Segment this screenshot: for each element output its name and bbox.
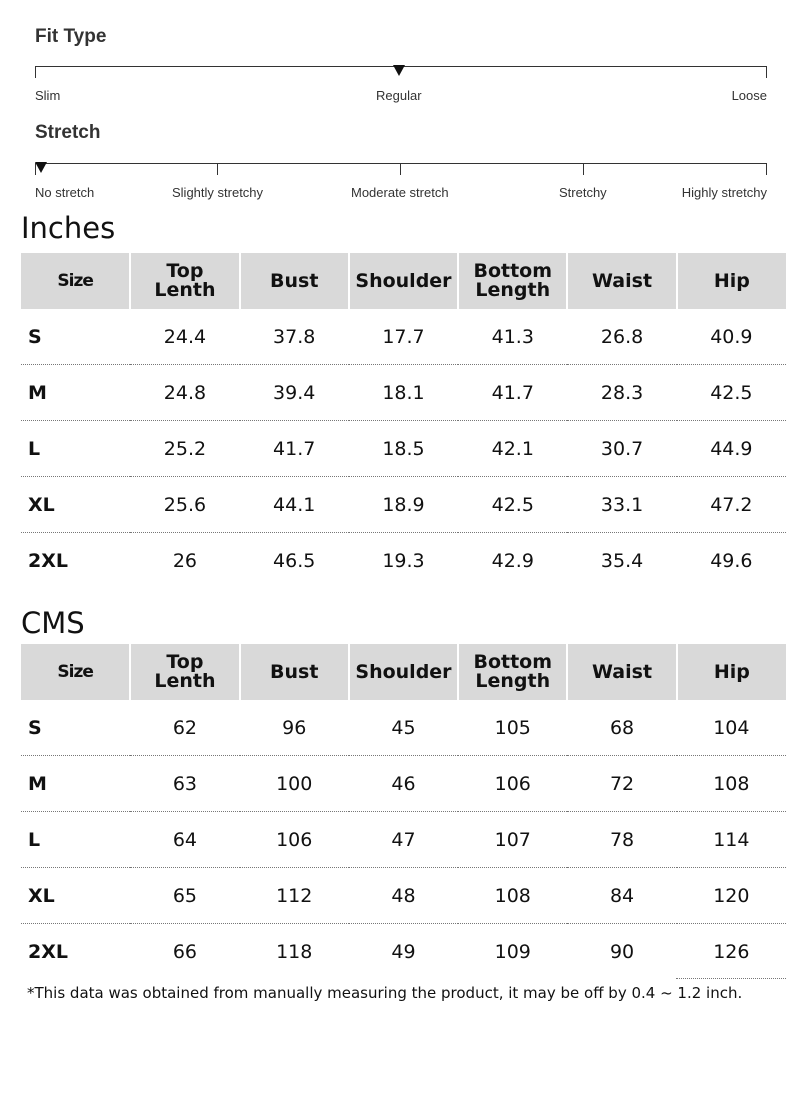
- stretch-tick: [217, 163, 218, 175]
- measurement-cell: 108: [458, 868, 567, 924]
- fit-label-regular: Regular: [376, 88, 422, 103]
- measurement-cell: 17.7: [349, 309, 458, 365]
- size-cell: S: [21, 700, 130, 756]
- table-row: [21, 533, 786, 589]
- table-row: [21, 924, 786, 980]
- measurement-cell: 114: [677, 812, 786, 868]
- stretch-tick: [583, 163, 584, 175]
- measurement-cell: 112: [240, 868, 349, 924]
- cms-table: [21, 644, 786, 979]
- measurement-cell: 106: [240, 812, 349, 868]
- size-cell: L: [21, 421, 130, 477]
- footnote: *This data was obtained from manually measuring the product, it may be off by 0.4 ~ 1.2 inch.: [27, 984, 743, 1002]
- measurement-cell: 96: [240, 700, 349, 756]
- size-cell: M: [21, 365, 130, 421]
- header-waist: Waist: [567, 253, 676, 309]
- measurement-cell: 42.9: [491, 549, 534, 572]
- measurement-cell: 25.6: [130, 477, 239, 533]
- header-bust: Bust: [240, 253, 349, 309]
- fit-type-title: Fit Type: [35, 26, 107, 47]
- table-row: [21, 812, 786, 868]
- divider: [676, 977, 786, 979]
- measurement-cell: 26: [172, 549, 198, 572]
- cms-title: CMS: [21, 606, 85, 640]
- measurement-cell: 35.4: [600, 549, 644, 572]
- stretch-marker-icon: [35, 162, 47, 173]
- size-cell: 2XL: [28, 940, 68, 963]
- measurement-cell: 66: [172, 940, 198, 963]
- stretch-label-high: Highly stretchy: [681, 185, 767, 200]
- size-cell: 2XL: [28, 549, 68, 572]
- measurement-cell: 40.9: [677, 309, 786, 365]
- measurement-cell: 68: [567, 700, 676, 756]
- measurement-cell: 72: [567, 756, 676, 812]
- measurement-cell: 25.2: [130, 421, 239, 477]
- measurement-cell: 19.3: [382, 549, 425, 572]
- measurement-cell: 104: [677, 700, 786, 756]
- header-hip: Hip: [677, 253, 786, 309]
- size-cell: S: [21, 309, 130, 365]
- measurement-cell: 41.3: [458, 309, 567, 365]
- fit-label-loose: Loose: [731, 88, 767, 103]
- measurement-cell: 118: [276, 940, 313, 963]
- measurement-cell: 26.8: [567, 309, 676, 365]
- measurement-cell: 46: [349, 756, 458, 812]
- measurement-cell: 24.4: [130, 309, 239, 365]
- table-row: [21, 309, 786, 365]
- measurement-cell: 106: [458, 756, 567, 812]
- measurement-cell: 48: [349, 868, 458, 924]
- measurement-cell: 30.7: [567, 421, 676, 477]
- measurement-cell: 45: [349, 700, 458, 756]
- measurement-cell: 126: [713, 940, 750, 963]
- size-cell: L: [21, 812, 130, 868]
- measurement-cell: 90: [609, 940, 635, 963]
- measurement-cell: 64: [130, 812, 239, 868]
- header-waist: Waist: [567, 644, 676, 700]
- fit-type-marker-icon: [393, 65, 405, 76]
- measurement-cell: 105: [458, 700, 567, 756]
- measurement-cell: 108: [677, 756, 786, 812]
- table-row: [21, 477, 786, 533]
- measurement-cell: 18.1: [349, 365, 458, 421]
- header-top-length: Top Lenth: [130, 253, 239, 309]
- stretch-label-moderate: Moderate stretch: [351, 185, 449, 200]
- stretch-tick: [766, 163, 767, 175]
- measurement-cell: 42.5: [458, 477, 567, 533]
- measurement-cell: 18.9: [349, 477, 458, 533]
- measurement-cell: 44.1: [240, 477, 349, 533]
- measurement-cell: 47: [349, 812, 458, 868]
- table-row: [21, 868, 786, 924]
- measurement-cell: 24.8: [130, 365, 239, 421]
- measurement-cell: 37.8: [240, 309, 349, 365]
- measurement-cell: 120: [677, 868, 786, 924]
- header-hip: Hip: [677, 644, 786, 700]
- header-size: Size: [21, 253, 130, 309]
- measurement-cell: 41.7: [458, 365, 567, 421]
- measurement-cell: 63: [130, 756, 239, 812]
- measurement-cell: 84: [567, 868, 676, 924]
- measurement-cell: 18.5: [349, 421, 458, 477]
- measurement-cell: 78: [567, 812, 676, 868]
- inches-title: Inches: [21, 211, 116, 245]
- measurement-cell: 49: [391, 940, 416, 963]
- measurement-cell: 44.9: [677, 421, 786, 477]
- size-cell: M: [21, 756, 130, 812]
- measurement-cell: 62: [130, 700, 239, 756]
- header-size: Size: [21, 644, 130, 700]
- stretch-line: [35, 163, 767, 164]
- measurement-cell: 65: [130, 868, 239, 924]
- header-shoulder: Shoulder: [349, 644, 458, 700]
- measurement-cell: 33.1: [567, 477, 676, 533]
- measurement-cell: 107: [458, 812, 567, 868]
- header-bust: Bust: [240, 644, 349, 700]
- header-bottom-length: Bottom Length: [458, 253, 567, 309]
- measurement-cell: 46.5: [273, 549, 316, 572]
- measurement-cell: 47.2: [677, 477, 786, 533]
- header-top-length: Top Lenth: [130, 644, 239, 700]
- header-shoulder: Shoulder: [349, 253, 458, 309]
- header-bottom-length: Bottom Length: [458, 644, 567, 700]
- fit-label-slim: Slim: [35, 88, 61, 103]
- stretch-tick: [400, 163, 401, 175]
- size-cell: XL: [21, 868, 130, 924]
- measurement-cell: 100: [240, 756, 349, 812]
- stretch-label-stretchy: Stretchy: [559, 185, 607, 200]
- measurement-cell: 42.1: [458, 421, 567, 477]
- stretch-label-none: No stretch: [35, 185, 95, 200]
- fit-tick: [35, 66, 36, 78]
- table-row: [21, 365, 786, 421]
- table-row: [21, 700, 786, 756]
- size-cell: XL: [21, 477, 130, 533]
- measurement-cell: 42.5: [677, 365, 786, 421]
- fit-tick: [766, 66, 767, 78]
- stretch-label-slight: Slightly stretchy: [172, 185, 264, 200]
- stretch-title: Stretch: [35, 122, 101, 143]
- table-header-row: [21, 644, 786, 700]
- table-row: [21, 756, 786, 812]
- measurement-cell: 28.3: [567, 365, 676, 421]
- measurement-cell: 109: [494, 940, 531, 963]
- measurement-cell: 39.4: [240, 365, 349, 421]
- table-row: [21, 421, 786, 477]
- table-header-row: [21, 253, 786, 309]
- measurement-cell: 41.7: [240, 421, 349, 477]
- inches-table: [21, 253, 786, 588]
- measurement-cell: 49.6: [710, 549, 753, 572]
